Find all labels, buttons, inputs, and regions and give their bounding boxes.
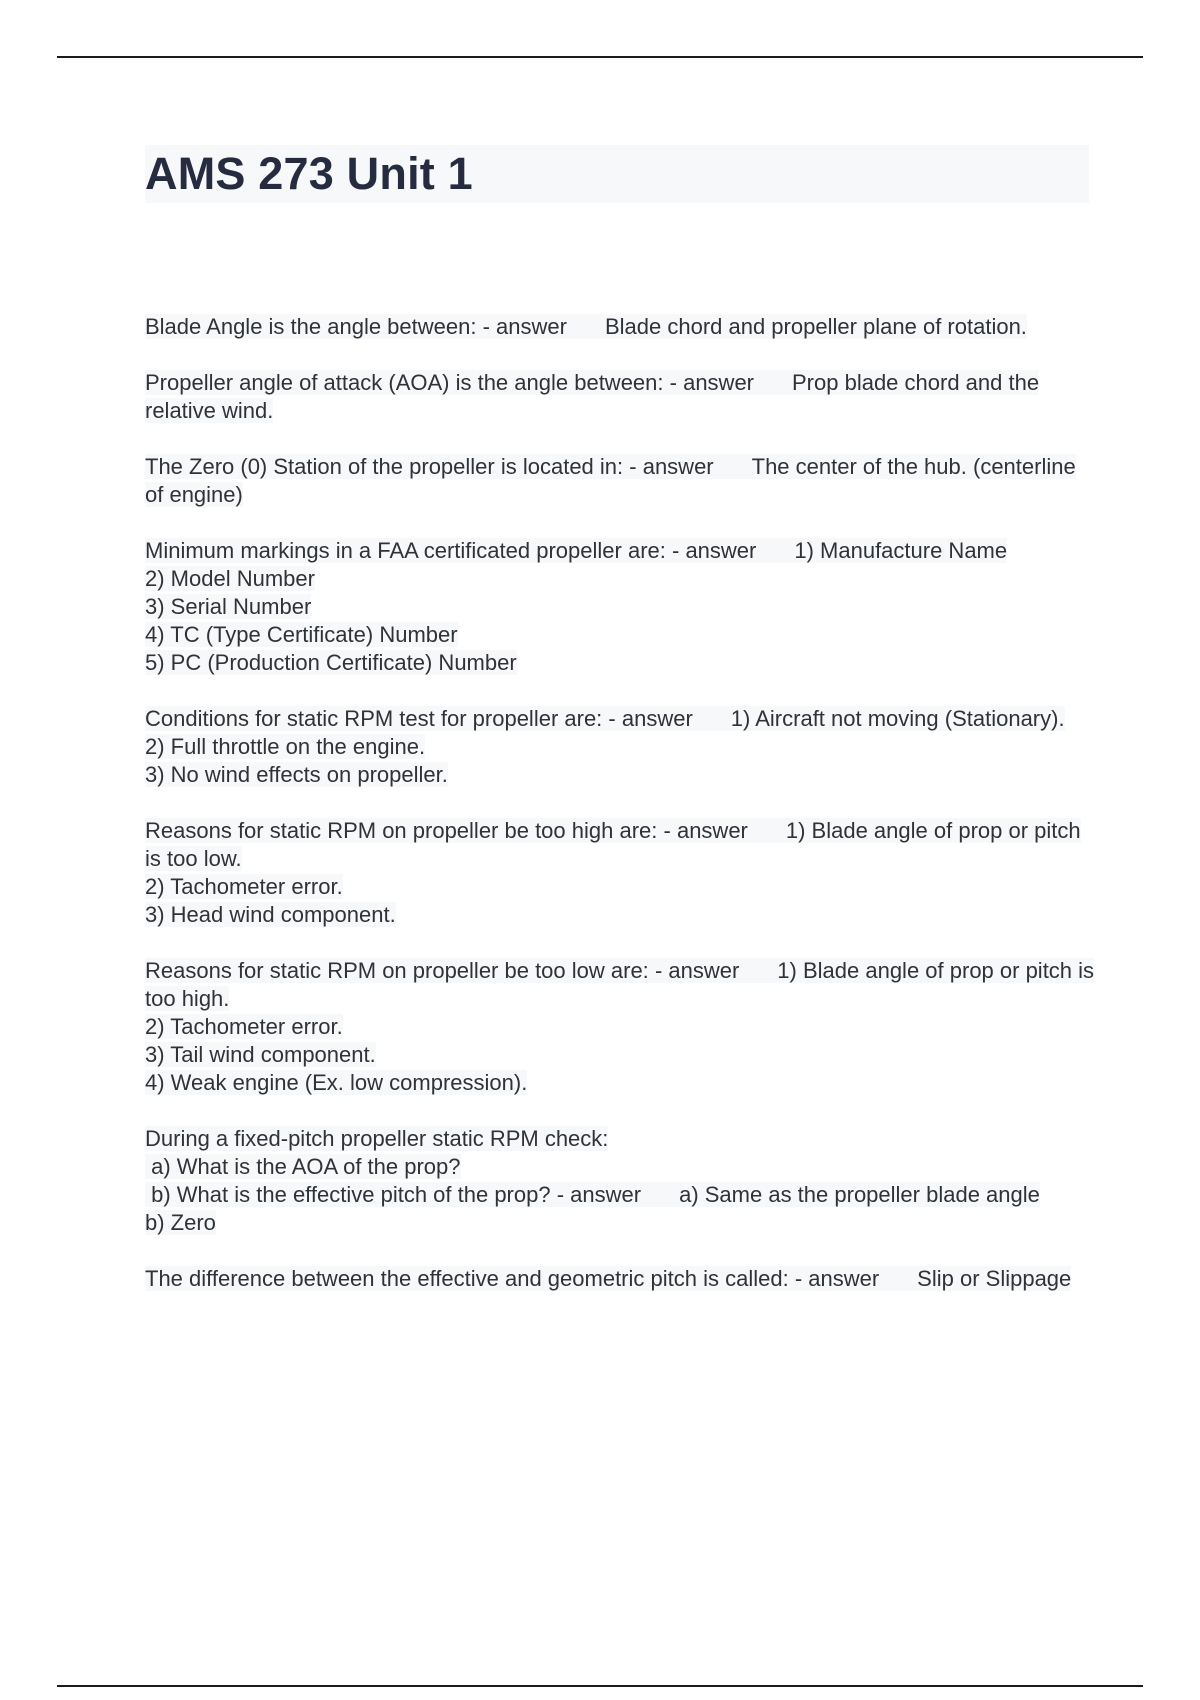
answer-text: a) Same as the propeller blade angle: [679, 1182, 1040, 1207]
qa-item: [145, 817, 1095, 929]
answer-text: 1) Aircraft not moving (Stationary).: [730, 706, 1065, 731]
question-text: Blade Angle is the angle between:: [145, 314, 477, 339]
answer-line: b) Zero: [145, 1210, 216, 1235]
answer-line: 2) Full throttle on the engine.: [145, 734, 426, 759]
answer-line: 2) Tachometer error.: [145, 874, 343, 899]
qa-item: [145, 1125, 1095, 1237]
answer-line: 3) No wind effects on propeller.: [145, 762, 448, 787]
qa-list: [145, 313, 1095, 1321]
answer-separator: - answer: [654, 958, 740, 983]
page-title: AMS 273 Unit 1: [145, 148, 473, 199]
answer-text: Blade chord and propeller plane of rotation.: [604, 314, 1027, 339]
answer-separator: - answer: [629, 454, 714, 479]
answer-separator: - answer: [482, 314, 567, 339]
qa-item: [145, 957, 1095, 1097]
answer-text: 1) Manufacture Name: [794, 538, 1008, 563]
answer-text: Slip or Slippage: [917, 1266, 1072, 1291]
qa-item: [145, 313, 1095, 341]
answer-separator: - answer: [663, 818, 748, 843]
answer-text: 1) Blade angle of prop or pitch is too high.: [145, 958, 1095, 1011]
bottom-rule: [57, 1685, 1143, 1687]
answer-separator: - answer: [669, 370, 754, 395]
question-line: During a fixed-pitch propeller static RPM check:: [145, 1126, 609, 1151]
answer-text: 1) Blade angle of prop or pitch is too low.: [145, 818, 1081, 871]
answer-line: 4) TC (Type Certificate) Number: [145, 622, 458, 647]
qa-item: [145, 369, 1095, 425]
question-line: a) What is the AOA of the prop?: [145, 1154, 461, 1179]
qa-item: [145, 1265, 1095, 1293]
question-line: b) What is the effective pitch of the prop?: [145, 1182, 551, 1207]
answer-separator: - answer: [556, 1182, 642, 1207]
answer-line: 3) Tail wind component.: [145, 1042, 376, 1067]
answer-line: 5) PC (Production Certificate) Number: [145, 650, 517, 675]
qa-item: [145, 705, 1095, 789]
question-text: Propeller angle of attack (AOA) is the angle between:: [145, 370, 664, 395]
answer-text: Prop blade chord and the relative wind.: [145, 370, 1040, 423]
answer-separator: - answer: [608, 706, 693, 731]
answer-line: 2) Model Number: [145, 566, 315, 591]
question-text: Reasons for static RPM on propeller be too low are:: [145, 958, 649, 983]
question-text: Conditions for static RPM test for propeller are:: [145, 706, 603, 731]
answer-line: 4) Weak engine (Ex. low compression).: [145, 1070, 528, 1095]
answer-line: 2) Tachometer error.: [145, 1014, 343, 1039]
answer-line: 3) Head wind component.: [145, 902, 396, 927]
answer-text: The center of the hub. (centerline of engine): [145, 454, 1076, 507]
question-text: Reasons for static RPM on propeller be too high are:: [145, 818, 658, 843]
qa-item: [145, 453, 1095, 509]
answer-line: 3) Serial Number: [145, 594, 312, 619]
top-rule: [57, 56, 1143, 58]
answer-separator: - answer: [672, 538, 757, 563]
question-text: Minimum markings in a FAA certificated propeller are:: [145, 538, 666, 563]
answer-separator: - answer: [794, 1266, 880, 1291]
question-text: The difference between the effective and geometric pitch is called:: [145, 1266, 789, 1291]
question-text: The Zero (0) Station of the propeller is located in:: [145, 454, 624, 479]
qa-item: [145, 537, 1095, 677]
